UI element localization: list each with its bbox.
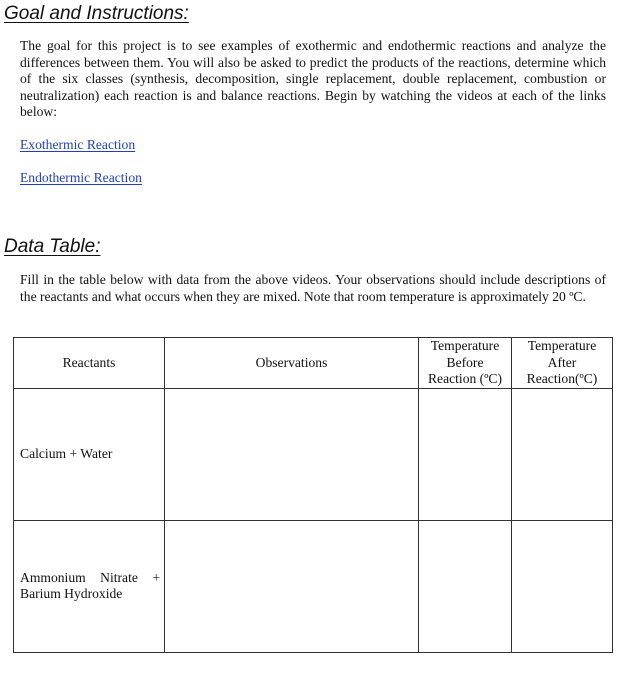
header-observations: Observations [165, 338, 419, 389]
reactant-cell: Calcium + Water [14, 388, 165, 520]
temp-after-cell[interactable] [512, 520, 613, 652]
header-temp-after: Temperature After Reaction(ºC) [512, 338, 613, 389]
data-table-instructions: Fill in the table below with data from the above videos. Your observations should include descriptions of the reactants and what occurs when they are mixed. Note that room temperature is approximately 20 ºC. [20, 272, 606, 304]
exothermic-reaction-link[interactable]: Exothermic Reaction [20, 137, 136, 152]
reactant-cell: Ammonium Nitrate + Barium Hydroxide [14, 520, 165, 652]
endothermic-reaction-link[interactable]: Endothermic Reaction [20, 170, 142, 185]
header-temp-before: Temperature Before Reaction (ºC) [419, 338, 512, 389]
temp-before-cell[interactable] [419, 388, 512, 520]
data-table-heading: Data Table: [4, 236, 101, 257]
table-row [14, 520, 613, 652]
data-table [13, 337, 613, 653]
table-header-row [14, 338, 613, 389]
table-row [14, 388, 613, 520]
observations-cell[interactable] [165, 520, 419, 652]
header-reactants: Reactants [14, 338, 165, 389]
temp-after-cell[interactable] [512, 388, 613, 520]
temp-before-cell[interactable] [419, 520, 512, 652]
goal-heading: Goal and Instructions: [4, 3, 189, 24]
goal-paragraph: The goal for this project is to see examples of exothermic and endothermic reactions and analyze the differences between them. You will also be asked to predict the products of the reactions, determine which of the six classes (synthesis, decomposition, single replacement, double replacement, combustion or neutralization) each reaction is and balance reactions. Begin by watching the videos at each of the links below: [20, 38, 606, 119]
observations-cell[interactable] [165, 388, 419, 520]
